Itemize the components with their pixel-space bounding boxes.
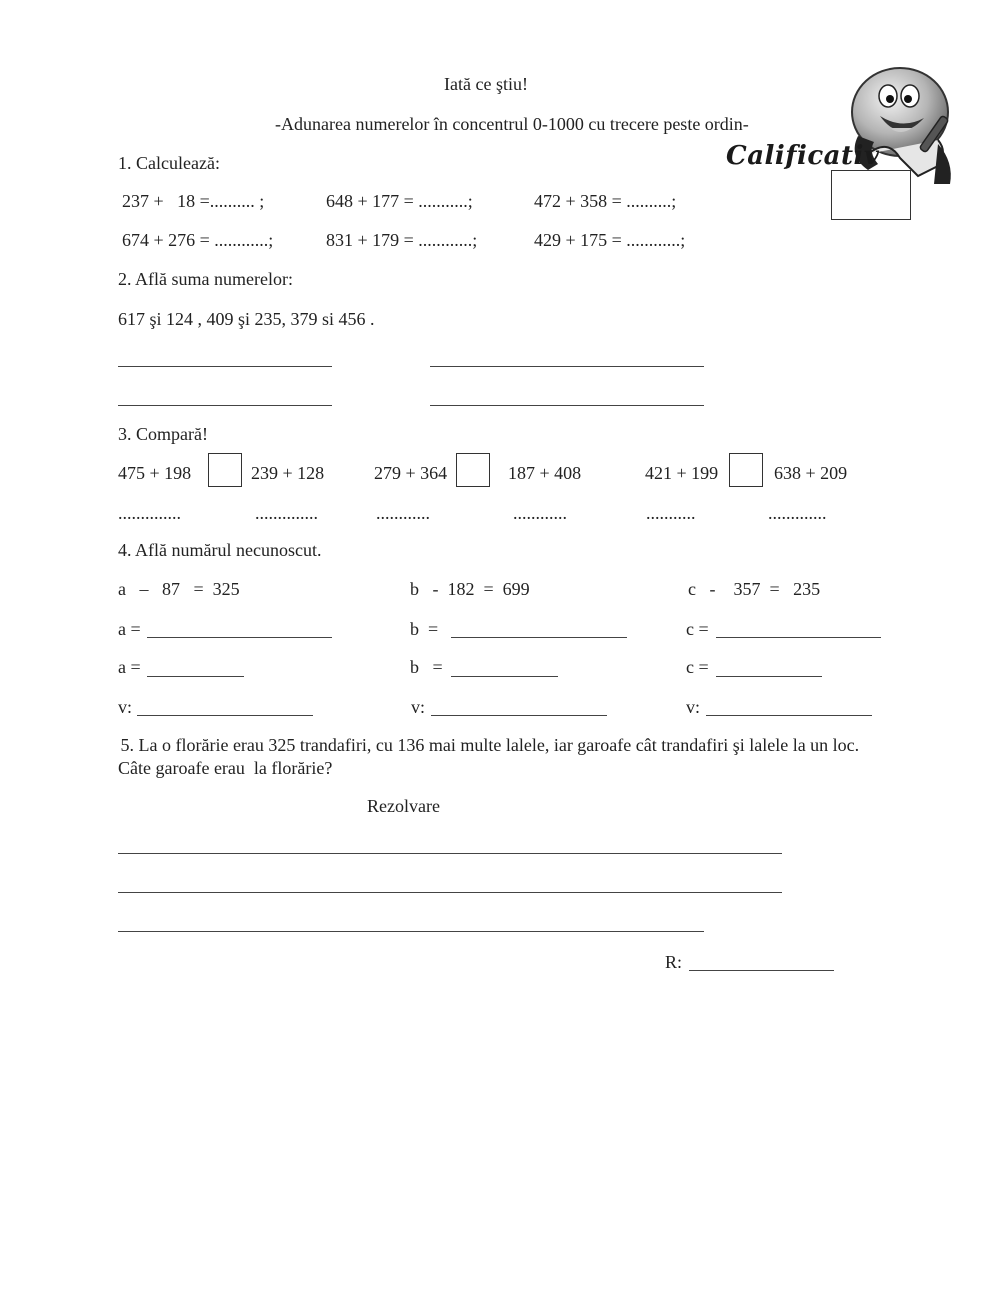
answer-line[interactable] [716,676,822,677]
solution-line[interactable] [118,853,782,854]
answer-line[interactable] [451,676,558,677]
ex1-item: 831 + 179 = ............; [326,230,478,250]
compare-left: 421 + 199 [645,463,719,483]
ex1-item: 237 + 18 =.......... ; [122,191,265,211]
ex4-heading: 4. Află numărul necunoscut. [118,540,322,560]
equation: a – 87 = 325 [118,579,240,599]
step-label: c = [686,619,714,639]
answer-line[interactable] [147,637,332,638]
ex2-numbers: 617 şi 124 , 409 şi 235, 379 si 456 . [118,309,375,329]
grade-label: Calificativ [726,141,880,171]
dotted-answer[interactable]: ............. [768,503,827,523]
ex1-item: 472 + 358 = ..........; [534,191,677,211]
solution-label: Rezolvare [367,796,440,816]
step-label: b = [410,619,443,639]
dotted-answer[interactable]: ............ [376,503,430,523]
answer-line[interactable] [451,637,627,638]
ex1-heading: 1. Calculează: [118,153,220,173]
solution-line[interactable] [118,892,782,893]
answer-line[interactable] [430,405,704,406]
ex3-heading: 3. Compară! [118,424,208,444]
step-label: a = [118,619,146,639]
worksheet-title: Iată ce ştiu! [444,74,528,94]
check-label: v: [686,697,705,717]
compare-right: 239 + 128 [251,463,325,483]
check-label: v: [118,697,137,717]
ex1-item: 648 + 177 = ...........; [326,191,473,211]
step-label: b = [410,657,448,677]
step-label: a = [118,657,146,677]
answer-label: R: [665,952,687,972]
answer-line[interactable] [137,715,313,716]
answer-line[interactable] [706,715,872,716]
answer-line[interactable] [118,405,332,406]
compare-left: 475 + 198 [118,463,192,483]
problem-text: 5. La o florărie erau 325 trandafiri, cu 136 mai multe lalele, iar garoafe cât trandafiri şi lalele la un loc. [116,735,860,755]
dotted-answer[interactable]: .............. [118,503,181,523]
ex1-item: 674 + 276 = ............; [122,230,274,250]
dotted-answer[interactable]: .............. [255,503,318,523]
answer-line[interactable] [118,366,332,367]
solution-line[interactable] [118,931,704,932]
step-label: c = [686,657,714,677]
problem-text: Câte garoafe erau la florărie? [118,758,333,778]
dotted-answer[interactable]: ............ [513,503,567,523]
compare-right: 187 + 408 [508,463,582,483]
answer-line[interactable] [147,676,244,677]
compare-box[interactable] [208,453,242,487]
ex2-heading: 2. Află suma numerelor: [118,269,293,289]
answer-line[interactable] [716,637,881,638]
worksheet-subtitle: -Adunarea numerelor în concentrul 0-1000 cu trecere peste ordin- [275,114,749,134]
compare-left: 279 + 364 [374,463,448,483]
equation: b - 182 = 699 [410,579,530,599]
grade-box[interactable] [831,170,911,220]
ex1-item: 429 + 175 = ............; [534,230,686,250]
compare-right: 638 + 209 [774,463,848,483]
answer-line[interactable] [430,366,704,367]
answer-line[interactable] [689,970,834,971]
compare-box[interactable] [729,453,763,487]
answer-line[interactable] [431,715,607,716]
equation: c - 357 = 235 [688,579,821,599]
dotted-answer[interactable]: ........... [646,503,696,523]
compare-box[interactable] [456,453,490,487]
check-label: v: [411,697,430,717]
